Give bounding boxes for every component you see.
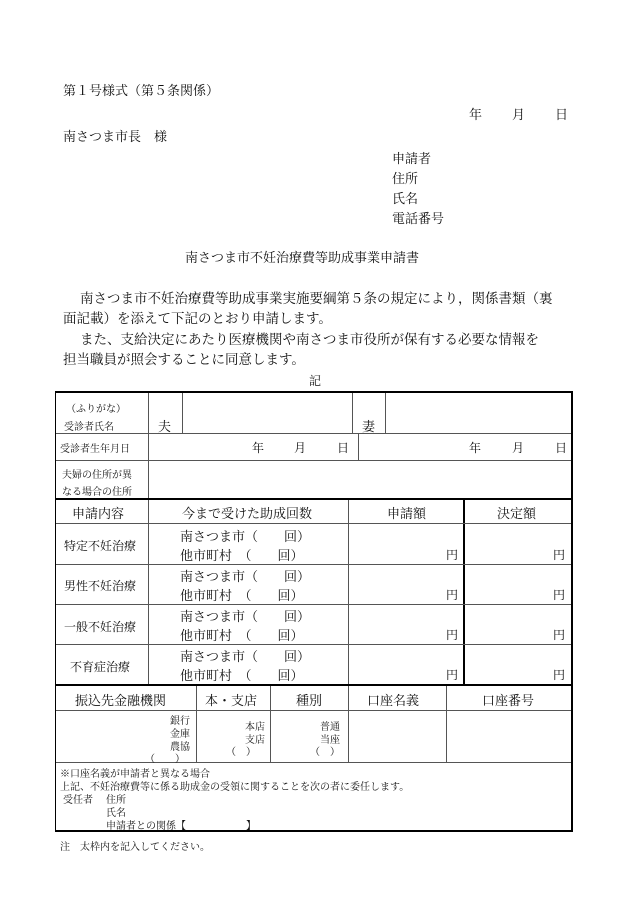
- furigana-label: （ふりがな）: [66, 404, 126, 415]
- date-year-label: 年: [469, 108, 483, 123]
- col-decision-header: 決定額: [497, 507, 537, 522]
- row-1-request-yen: 円: [446, 548, 459, 562]
- row-2-request-yen: 円: [446, 588, 459, 602]
- row-3-count-other: 他市町村 （ 回）: [180, 629, 304, 644]
- delegate-relation-label: 申請者との関係【 】: [106, 821, 256, 832]
- row-1-count-city: 南さつま市（ 回）: [180, 530, 311, 545]
- document-title: 南さつま市不妊治療費等助成事業申請書: [185, 251, 420, 266]
- wife-birth-year: 年: [469, 441, 482, 455]
- row-3-request-yen: 円: [446, 628, 459, 642]
- bank-type-bank: 銀行: [170, 716, 190, 727]
- row-1-decision-yen: 円: [553, 548, 566, 562]
- branch-type-head: 本店: [245, 722, 265, 733]
- applicant-label: 申請者: [392, 152, 432, 167]
- row-4-decision-yen: 円: [553, 668, 566, 682]
- husband-label: 夫: [158, 420, 172, 435]
- row-general-infertility-label: 一般不妊治療: [64, 620, 137, 634]
- row-4-count-other: 他市町村 （ 回）: [180, 669, 304, 684]
- bank-header: 振込先金融機関: [75, 694, 167, 709]
- body-paragraph-1-line-1: 南さつま市不妊治療費等助成事業実施要綱第５条の規定により，関係書類（裏: [80, 291, 553, 307]
- body-paragraph-1-line-2: 面記載）を添えて下記のとおり申請します。: [63, 311, 332, 327]
- date-day-label: 日: [555, 108, 569, 123]
- branch-header: 本・支店: [205, 694, 258, 709]
- delegate-name-label: 氏名: [106, 808, 126, 819]
- patient-birth-label: 受診者生年月日: [60, 444, 130, 455]
- account-type-header: 種別: [296, 694, 323, 709]
- wife-birth-month: 月: [512, 441, 525, 455]
- addressee: 南さつま市長 様: [63, 130, 168, 145]
- row-2-count-other: 他市町村 （ 回）: [180, 589, 304, 604]
- row-3-count-city: 南さつま市（ 回）: [180, 610, 311, 625]
- row-3-decision-yen: 円: [553, 628, 566, 642]
- acct-type-futsu: 普通: [320, 722, 340, 733]
- branch-type-other-paren: （ ）: [226, 747, 256, 758]
- body-paragraph-2-line-1: また、支給決定にあたり医療機関や南さつま市役所が保有する必要な情報を: [80, 332, 539, 348]
- applicant-name-label: 氏名: [392, 192, 419, 207]
- form-number: 第１号様式（第５条関係）: [63, 84, 220, 99]
- applicant-address-label: 住所: [392, 172, 419, 187]
- diff-address-label-2: なる場合の住所: [62, 487, 132, 498]
- delegate-statement: 上記、不妊治療費等に係る助成金の受領に関することを次の者に委任します。: [60, 782, 410, 793]
- branch-type-branch: 支店: [245, 735, 265, 746]
- row-4-count-city: 南さつま市（ 回）: [180, 650, 311, 665]
- delegate-label: 受任者: [63, 795, 93, 806]
- bank-type-other-paren: （ ）: [145, 754, 185, 765]
- account-holder-header: 口座名義: [367, 694, 420, 709]
- husband-birth-year: 年: [252, 441, 265, 455]
- row-1-count-other: 他市町村 （ 回）: [180, 549, 304, 564]
- body-paragraph-2-line-2: 担当職員が照会することに同意します。: [63, 352, 305, 368]
- col-count-header: 今まで受けた助成回数: [182, 507, 313, 522]
- row-2-count-city: 南さつま市（ 回）: [180, 570, 311, 585]
- applicant-phone-label: 電話番号: [392, 212, 445, 227]
- diff-address-label-1: 夫婦の住所が異: [62, 470, 132, 481]
- footer-note: 注 太枠内を記入してください。: [60, 842, 210, 853]
- ki-label: 記: [309, 374, 322, 388]
- account-number-header: 口座番号: [482, 694, 535, 709]
- col-content-header: 申請内容: [72, 507, 125, 522]
- husband-birth-day: 日: [337, 441, 350, 455]
- delegate-address-label: 住所: [106, 795, 126, 806]
- wife-birth-day: 日: [555, 441, 568, 455]
- row-2-decision-yen: 円: [553, 588, 566, 602]
- delegate-note: ※口座名義が申請者と異なる場合: [60, 769, 210, 780]
- husband-birth-month: 月: [294, 441, 307, 455]
- row-male-infertility-label: 男性不妊治療: [64, 579, 137, 593]
- bank-type-nokyo: 農協: [170, 742, 190, 753]
- patient-name-label: 受診者氏名: [64, 422, 114, 433]
- wife-label: 妻: [362, 420, 376, 435]
- acct-type-other-paren: （ ）: [310, 747, 340, 758]
- acct-type-toza: 当座: [320, 735, 340, 746]
- row-specific-infertility-label: 特定不妊治療: [64, 539, 137, 553]
- date-month-label: 月: [512, 108, 526, 123]
- bank-type-shinkin: 金庫: [170, 729, 190, 740]
- row-4-request-yen: 円: [446, 668, 459, 682]
- row-recurrent-miscarriage-label: 不育症治療: [70, 660, 131, 674]
- col-request-header: 申請額: [387, 507, 427, 522]
